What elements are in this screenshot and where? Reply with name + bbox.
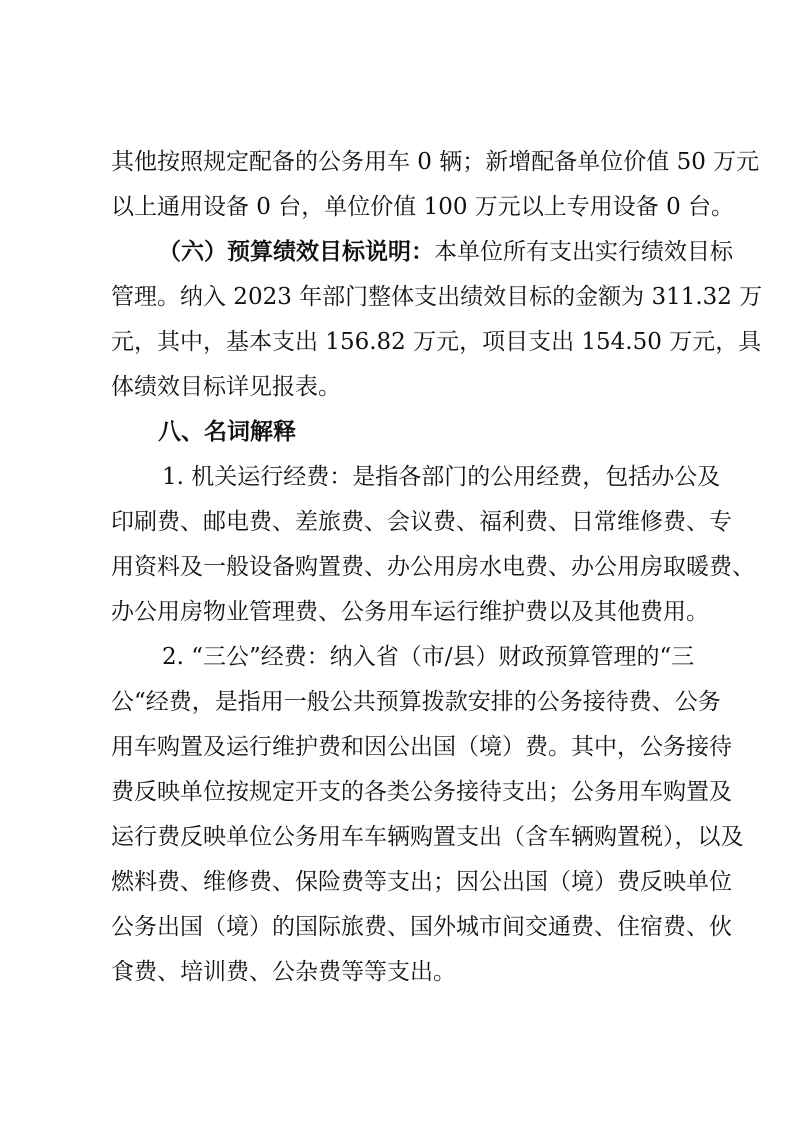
term1-line-1: 1. 机关运行经费：是指各部门的公用经费，包括办公及 xyxy=(162,464,721,490)
performance-line-3: 元，其中，基本支出 156.82 万元，项目支出 154.50 万元，具 xyxy=(111,329,762,355)
performance-heading: （六）预算绩效目标说明： xyxy=(158,239,434,265)
term1-line-2: 印刷费、邮电费、差旅费、会议费、福利费、日常维修费、专 xyxy=(111,509,732,535)
term2-line-2: 公“经费，是指用一般公共预算拨款安排的公务接待费、公务 xyxy=(111,689,721,715)
term2-line-7: 公务出国（境）的国际旅费、国外城市间交通费、住宿费、伙 xyxy=(111,914,732,940)
equipment-line-1: 其他按照规定配备的公务用车 0 辆；新增配备单位价值 50 万元 xyxy=(111,149,760,175)
term2-line-8: 食费、培训费、公杂费等等支出。 xyxy=(111,959,456,985)
term2-line-3: 用车购置及运行维护费和因公出国（境）费。其中，公务接待 xyxy=(111,734,732,760)
equipment-line-2: 以上通用设备 0 台，单位价值 100 万元以上专用设备 0 台。 xyxy=(111,194,735,220)
performance-line-1 xyxy=(158,238,733,266)
performance-line-4: 体绩效目标详见报表。 xyxy=(111,374,341,400)
section-heading-terms: 八、名词解释 xyxy=(158,419,296,445)
term1-line-3: 用资料及一般设备购置费、办公用房水电费、办公用房取暖费、 xyxy=(111,554,755,580)
term1-line-4: 办公用房物业管理费、公务用车运行维护费以及其他费用。 xyxy=(111,599,709,625)
term2-line-6: 燃料费、维修费、保险费等支出；因公出国（境）费反映单位 xyxy=(111,869,732,895)
performance-line-2: 管理。纳入 2023 年部门整体支出绩效目标的金额为 311.32 万 xyxy=(111,284,763,310)
term2-line-5: 运行费反映单位公务用车车辆购置支出（含车辆购置税），以及 xyxy=(111,824,744,850)
term2-line-4: 费反映单位按规定开支的各类公务接待支出；公务用车购置及 xyxy=(111,779,732,805)
term2-line-1: 2. “三公”经费：纳入省（市/县）财政预算管理的“三 xyxy=(162,644,695,670)
performance-line-1-text: 本单位所有支出实行绩效目标 xyxy=(434,239,733,265)
